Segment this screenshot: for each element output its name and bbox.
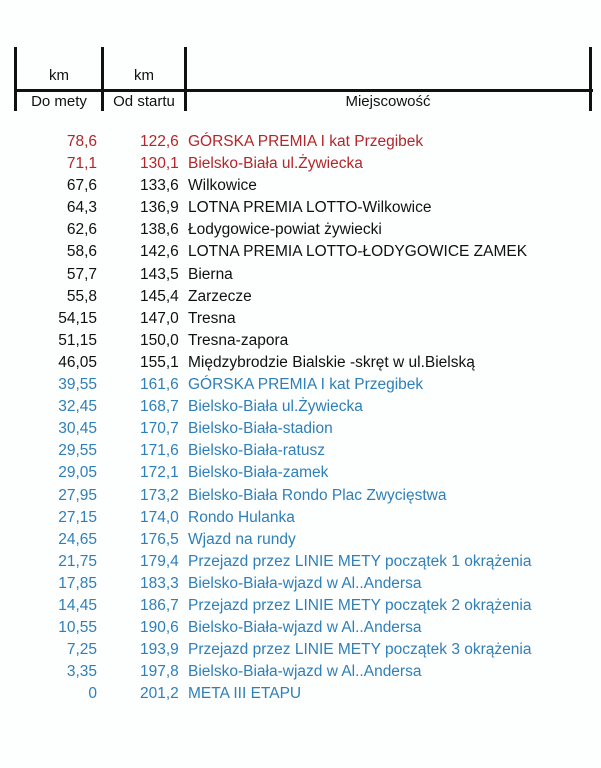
place-name: Wilkowice — [188, 177, 257, 195]
km-to-finish: 21,75 — [58, 552, 97, 570]
km-from-start: 122,6 — [140, 133, 179, 150]
column-header-od-startu: Od startu — [113, 93, 175, 110]
table-row — [0, 131, 601, 153]
table-row — [0, 440, 601, 462]
place-name: Bielsko-Biała ul.Żywiecka — [188, 155, 363, 173]
column-header-miejscowosc: Miejscowość — [345, 93, 431, 110]
km-to-finish: 57,7 — [66, 265, 97, 283]
km-from-start: 197,8 — [140, 663, 179, 681]
table-row — [0, 683, 601, 705]
table-row — [0, 485, 601, 507]
km-to-finish: 51,15 — [58, 331, 97, 349]
place-name: Bierna — [188, 265, 233, 283]
km-to-finish: 10,55 — [58, 619, 97, 637]
table-row — [0, 308, 601, 330]
km-from-start: 145,4 — [140, 287, 179, 305]
km-from-start: 150,0 — [140, 331, 179, 349]
place-name: Przejazd przez LINIE METY początek 3 okrążenia — [188, 641, 532, 659]
km-to-finish: 55,8 — [66, 287, 97, 305]
km-from-start: 172,1 — [140, 464, 179, 482]
table-row — [0, 330, 601, 352]
place-name: Łodygowice-powiat żywiecki — [188, 221, 382, 239]
km-to-finish: 3,35 — [66, 663, 97, 681]
km-from-start: 171,6 — [140, 442, 179, 460]
km-from-start: 142,6 — [140, 243, 179, 261]
table-row — [0, 175, 601, 197]
km-to-finish: 0 — [88, 685, 97, 703]
table-row — [0, 551, 601, 573]
km-to-finish: 29,55 — [58, 442, 97, 460]
km-from-start: 168,7 — [140, 398, 179, 416]
place-name: GÓRSKA PREMIA I kat Przegibek — [188, 133, 424, 150]
km-from-start: 176,5 — [140, 530, 179, 548]
km-from-start: 170,7 — [140, 420, 179, 438]
km-from-start: 190,6 — [140, 619, 179, 637]
place-name: LOTNA PREMIA LOTTO-ŁODYGOWICE ZAMEK — [188, 243, 528, 261]
unit-label-do-mety: km — [49, 67, 69, 84]
place-name: Bielsko-Biała-wjazd w Al..Andersa — [188, 663, 422, 681]
unit-label-od-startu: km — [134, 67, 154, 84]
table-row — [0, 639, 601, 661]
place-name: Bielsko-Biała-wjazd w Al..Andersa — [188, 619, 422, 637]
km-to-finish: 30,45 — [58, 420, 97, 438]
km-to-finish: 27,95 — [58, 486, 97, 504]
place-name: Bielsko-Biała-ratusz — [188, 442, 325, 460]
table-row — [0, 219, 601, 241]
km-to-finish: 71,1 — [66, 155, 97, 173]
place-name: Wjazd na rundy — [188, 530, 296, 548]
table-row — [0, 617, 601, 639]
place-name: Bielsko-Biała-wjazd w Al..Andersa — [188, 574, 422, 592]
place-name: Tresna-zapora — [188, 331, 289, 349]
column-divider — [589, 47, 592, 111]
km-from-start: 173,2 — [140, 486, 179, 504]
place-name: Przejazd przez LINIE METY początek 2 okrążenia — [188, 596, 532, 614]
table-row — [0, 153, 601, 175]
place-name: Bielsko-Biała-zamek — [188, 464, 329, 482]
table-row — [0, 595, 601, 617]
place-name: Rondo Hulanka — [188, 508, 295, 526]
km-from-start: 143,5 — [140, 265, 179, 283]
table-row — [0, 241, 601, 263]
km-from-start: 147,0 — [140, 309, 179, 327]
km-to-finish: 78,6 — [66, 133, 97, 150]
km-from-start: 133,6 — [140, 177, 179, 195]
km-from-start: 201,2 — [140, 685, 179, 703]
table-row — [0, 352, 601, 374]
table-row — [0, 264, 601, 286]
table-row — [0, 661, 601, 683]
km-to-finish: 24,65 — [58, 530, 97, 548]
km-to-finish: 29,05 — [58, 464, 97, 482]
km-to-finish: 27,15 — [58, 508, 97, 526]
km-to-finish: 14,45 — [58, 596, 97, 614]
table-row — [0, 374, 601, 396]
km-from-start: 186,7 — [140, 596, 179, 614]
table-row — [0, 507, 601, 529]
place-name: Międzybrodzie Bialskie -skręt w ul.Bielską — [188, 353, 475, 371]
km-to-finish: 62,6 — [66, 221, 97, 239]
place-name: LOTNA PREMIA LOTTO-Wilkowice — [188, 199, 432, 217]
place-name: META III ETAPU — [188, 685, 302, 703]
km-to-finish: 7,25 — [66, 641, 97, 659]
km-from-start: 183,3 — [140, 574, 179, 592]
km-to-finish: 54,15 — [58, 309, 97, 327]
km-to-finish: 46,05 — [58, 353, 97, 371]
header-rule — [15, 89, 593, 92]
km-from-start: 193,9 — [140, 641, 179, 659]
km-to-finish: 58,6 — [66, 243, 97, 261]
km-to-finish: 32,45 — [58, 398, 97, 416]
km-to-finish: 67,6 — [66, 177, 97, 195]
km-from-start: 138,6 — [140, 221, 179, 239]
table-row — [0, 573, 601, 595]
place-name: Bielsko-Biała-stadion — [188, 420, 333, 438]
km-from-start: 155,1 — [140, 353, 179, 371]
km-to-finish: 64,3 — [66, 199, 97, 217]
place-name: Tresna — [188, 309, 236, 327]
km-to-finish: 39,55 — [58, 376, 97, 394]
km-from-start: 136,9 — [140, 199, 179, 217]
table-row — [0, 418, 601, 440]
place-name: Przejazd przez LINIE METY początek 1 okrążenia — [188, 552, 532, 570]
km-from-start: 130,1 — [140, 155, 179, 173]
table-row — [0, 197, 601, 219]
km-from-start: 161,6 — [140, 376, 179, 394]
table-row — [0, 286, 601, 308]
km-from-start: 179,4 — [140, 552, 179, 570]
km-from-start: 174,0 — [140, 508, 179, 526]
table-row — [0, 529, 601, 551]
route-table-body — [0, 131, 601, 705]
place-name: GÓRSKA PREMIA I kat Przegibek — [188, 376, 424, 394]
km-to-finish: 17,85 — [58, 574, 97, 592]
table-row — [0, 462, 601, 484]
place-name: Bielsko-Biała ul.Żywiecka — [188, 398, 363, 416]
place-name: Bielsko-Biała Rondo Plac Zwycięstwa — [188, 486, 447, 504]
table-row — [0, 396, 601, 418]
place-name: Zarzecze — [188, 287, 252, 305]
column-header-do-mety: Do mety — [31, 93, 87, 110]
